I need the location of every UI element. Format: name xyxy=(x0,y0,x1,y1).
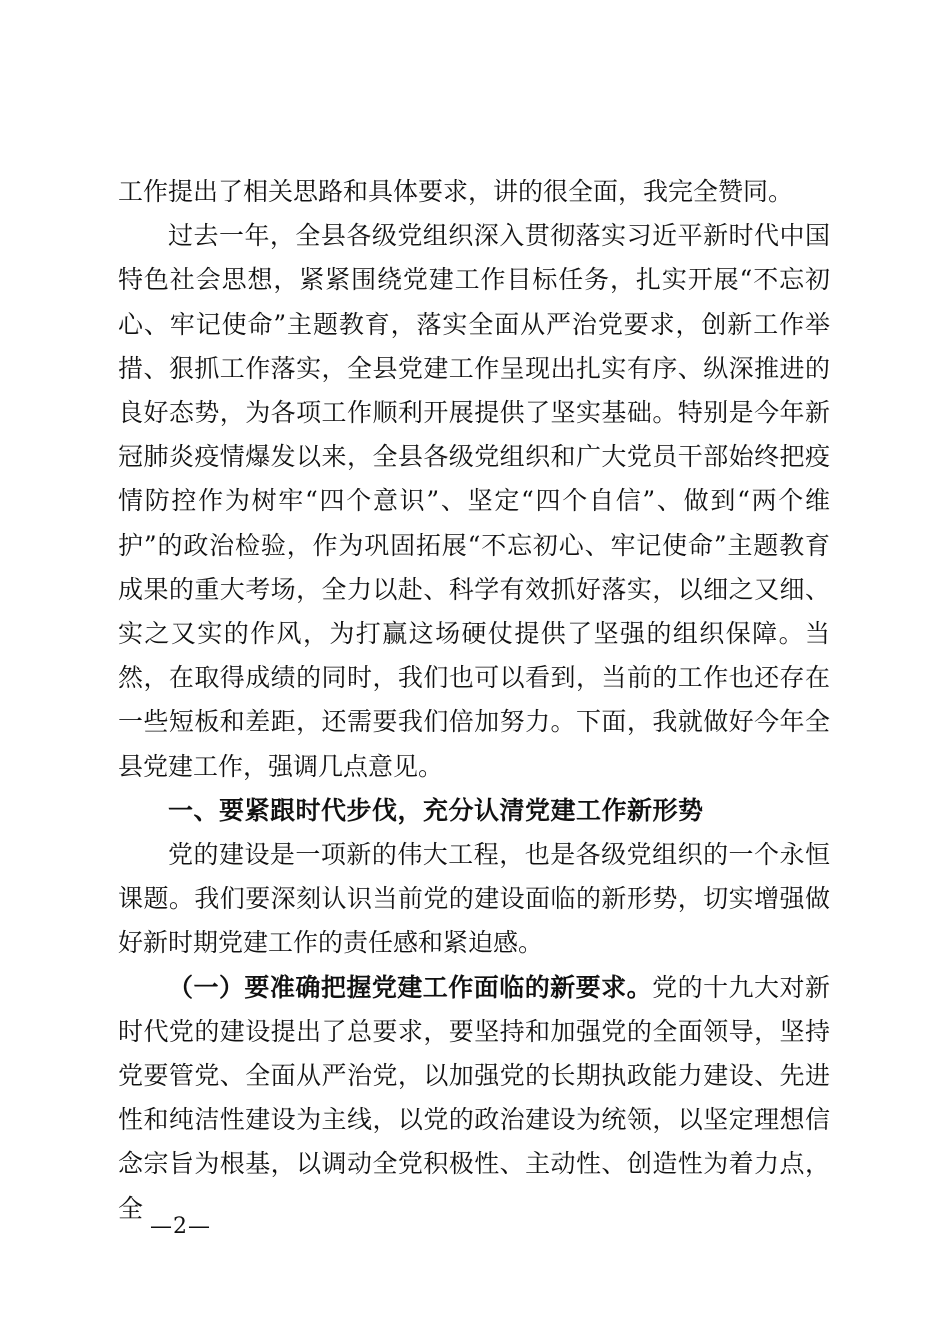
document-body xyxy=(118,170,830,1231)
paragraph-new-requirements-text: 党的十九大对新时代党的建设提出了总要求，要坚持和加强党的全面领导，坚持党要管党、全面从严治党，以加强党的长期执政能力建设、先进性和纯洁性建设为主线，以党的政治建设为统领，以坚定理想信念宗旨为根基，以调动全党积极性、主动性、创造性为着力点，全 xyxy=(118,972,830,1223)
page-number: —2— xyxy=(150,1214,211,1239)
paragraph-continuation: 工作提出了相关思路和具体要求，讲的很全面，我完全赞同。 xyxy=(118,177,794,206)
paragraph-new-requirements xyxy=(118,966,830,1231)
section-heading-1: 一、要紧跟时代步伐，充分认清党建工作新形势 xyxy=(168,795,704,825)
paragraph-review-past-year: 过去一年，全县各级党组织深入贯彻落实习近平新时代中国特色社会思想，紧紧围绕党建工作目标任务，扎实开展“不忘初心、牢记使命”主题教育，落实全面从严治党要求，创新工作举措、狠抓工作落实，全县党建工作呈现出扎实有序、纵深推进的良好态势，为各项工作顺利开展提供了坚实基础。特别是今年新冠肺炎疫情爆发以来，全县各级党组织和广大党员干部始终把疫情防控作为树牢“四个意识”、坚定“四个自信”、做到“两个维护”的政治检验，作为巩固拓展“不忘初心、牢记使命”主题教育成果的重大考场，全力以赴、科学有效抓好落实，以细之又细、实之又实的作风，为打赢这场硬仗提供了坚强的组织保障。当然，在取得成绩的同时，我们也可以看到，当前的工作也还存在一些短板和差距，还需要我们倍加努力。下面，我就做好今年全县党建工作，强调几点意见。 xyxy=(118,221,830,781)
paragraph-party-building-intro: 党的建设是一项新的伟大工程，也是各级党组织的一个永恒课题。我们要深刻认识当前党的建设面临的新形势，切实增强做好新时期党建工作的责任感和紧迫感。 xyxy=(118,840,830,958)
subsection-heading-1: （一）要准确把握党建工作面临的新要求。 xyxy=(168,972,653,1002)
